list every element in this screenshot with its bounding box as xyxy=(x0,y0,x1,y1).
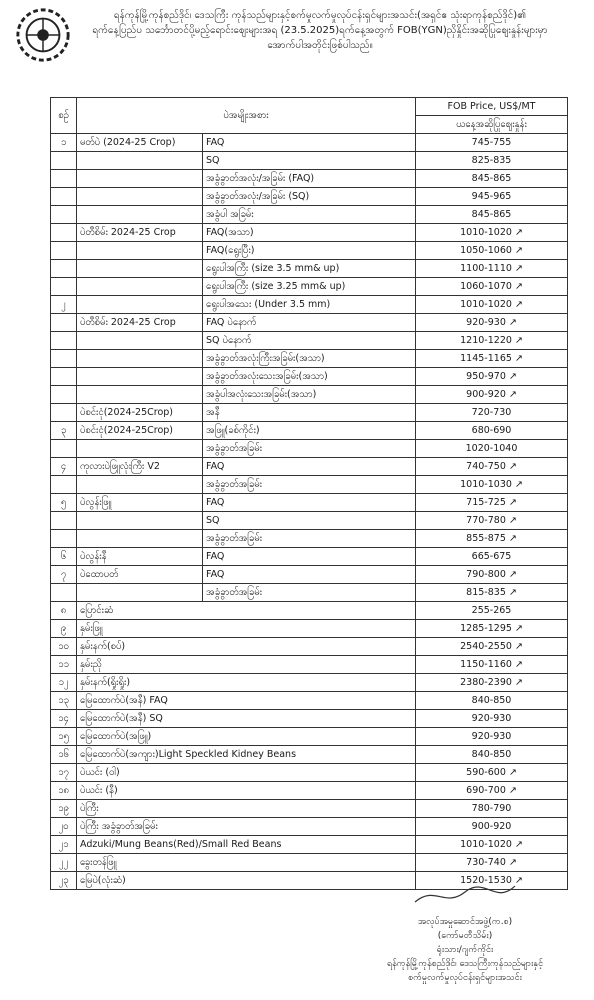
cell-grade: FAQ xyxy=(203,494,416,512)
table-row xyxy=(51,836,568,854)
table-row xyxy=(51,692,568,710)
table-row xyxy=(51,404,568,422)
cell-no: ၂၂ xyxy=(51,854,77,872)
cell-no: ၁၃ xyxy=(51,692,77,710)
cell-pulse-name xyxy=(77,152,203,170)
cell-price: 2540-2550 ↗ xyxy=(416,638,568,656)
cell-price: 720-730 xyxy=(416,404,568,422)
cell-pulse-name xyxy=(77,260,203,278)
cell-price: 255-265 xyxy=(416,602,568,620)
table-row xyxy=(51,350,568,368)
cell-price: 745-755 xyxy=(416,134,568,152)
cell-price: 1520-1530 ↗ xyxy=(416,872,568,890)
table-row xyxy=(51,314,568,332)
table-row xyxy=(51,476,568,494)
association-logo-icon xyxy=(14,6,72,64)
cell-grade: အခွံခွာတ်အခြမ်း xyxy=(203,584,416,602)
cell-pulse-name: ပဲတီစိမ်း 2024-25 Crop xyxy=(77,224,203,242)
cell-pulse-name: ကုလားပဲဖြူလုံးကြီး V2 xyxy=(77,458,203,476)
table-row xyxy=(51,170,568,188)
cell-no: ၁၈ xyxy=(51,782,77,800)
cell-price: 790-800 ↗ xyxy=(416,566,568,584)
cell-grade: FAQ xyxy=(203,134,416,152)
cell-pulse-name: ပဲလွန်းဖြူ xyxy=(77,494,203,512)
signature-block xyxy=(360,880,570,985)
table-row xyxy=(51,656,568,674)
cell-price: 945-965 xyxy=(416,188,568,206)
cell-pulse-name xyxy=(77,332,203,350)
cell-price: 2380-2390 ↗ xyxy=(416,674,568,692)
cell-pulse-name: မြေထောက်ပဲ(အကျား)Light Speckled Kidney Beans xyxy=(77,746,416,764)
cell-price: 840-850 xyxy=(416,692,568,710)
cell-pulse-name xyxy=(77,476,203,494)
cell-price: 1060-1070 ↗ xyxy=(416,278,568,296)
cell-pulse-name: နှမ်းနက်(ရှိုးရှိုး) xyxy=(77,674,416,692)
column-header-no: စဉ် xyxy=(51,98,77,134)
table-row xyxy=(51,530,568,548)
header-line-1: ရန်ကုန်မြို့ကုန်စည်ဒိုင်၊ ဒေသကြီး ကုန်သည်များနှင့်စက်မှုလက်မှုလုပ်ငန်းရှင်များအသင်း(အရှင်ဧ သုံးရာကုန်စည်ဒိုင်)၏ xyxy=(113,10,527,21)
cell-grade: အခွံပါအလုံးသေးအခြမ်း(အသာ) xyxy=(203,386,416,404)
cell-no xyxy=(51,170,77,188)
cell-no xyxy=(51,314,77,332)
table-row xyxy=(51,242,568,260)
cell-no xyxy=(51,224,77,242)
table-row xyxy=(51,638,568,656)
cell-no xyxy=(51,584,77,602)
signature-title: အလုပ်အမှုဆောင်အဖွဲ့(က.စ) xyxy=(417,917,513,927)
cell-price: 1020-1040 xyxy=(416,440,568,458)
cell-no: ၆ xyxy=(51,548,77,566)
cell-pulse-name xyxy=(77,206,203,224)
cell-no xyxy=(51,332,77,350)
table-row xyxy=(51,188,568,206)
header-line-2: ရက်နေ့ပြည်ပ သင်္ဘောတင်ပို့မည့်ရောင်းဈေးများအရ (23.5.2025)ရက်နေ့အတွက် FOB(YGN)ညှိနှိုင်းအဆိုပြုဈေးနှုန်းများမှာ xyxy=(92,25,548,36)
cell-grade: FAQ xyxy=(203,566,416,584)
cell-pulse-name: မြေထောက်ပဲ(အနီ) FAQ xyxy=(77,692,416,710)
table-row xyxy=(51,512,568,530)
cell-no xyxy=(51,242,77,260)
cell-no xyxy=(51,530,77,548)
cell-no: ၂၁ xyxy=(51,836,77,854)
cell-pulse-name: ပဲတီစိမ်း 2024-25 Crop xyxy=(77,314,203,332)
cell-no xyxy=(51,386,77,404)
cell-price: 825-835 xyxy=(416,152,568,170)
cell-pulse-name: ပဲကြီး အခွံခွာတ်အခြမ်း xyxy=(77,818,416,836)
cell-grade: အခွံခွာတ်အလုံး/အခြမ်း (SQ) xyxy=(203,188,416,206)
cell-no: ၂ xyxy=(51,296,77,314)
cell-price: 1285-1295 ↗ xyxy=(416,620,568,638)
table-row xyxy=(51,764,568,782)
cell-pulse-name: Adzuki/Mung Beans(Red)/Small Red Beans xyxy=(77,836,416,854)
cell-grade: SQ xyxy=(203,152,416,170)
table-row xyxy=(51,800,568,818)
cell-grade: FAQ(ရွေးပြီး) xyxy=(203,242,416,260)
cell-no xyxy=(51,404,77,422)
cell-price: 920-930 ↗ xyxy=(416,314,568,332)
signature-line-4: ရန်ကုန်မြို့ကုန်စည်ဒိုင်၊ ဒေသကြီးကုန်သည်များနှင့် xyxy=(386,959,544,969)
cell-no: ၁၁ xyxy=(51,656,77,674)
cell-no xyxy=(51,278,77,296)
cell-pulse-name xyxy=(77,170,203,188)
cell-pulse-name: ပဲယင်း (နီ) xyxy=(77,782,416,800)
column-header-type: ပဲအမျိုးအစား xyxy=(77,98,416,134)
cell-no: ၁၂ xyxy=(51,674,77,692)
cell-price: 740-750 ↗ xyxy=(416,458,568,476)
cell-price: 1010-1020 ↗ xyxy=(416,296,568,314)
cell-pulse-name: နှမ်းနက်(စပ်) xyxy=(77,638,416,656)
cell-pulse-name: ပဲကြီး xyxy=(77,800,416,818)
cell-pulse-name xyxy=(77,350,203,368)
cell-no: ၁၀ xyxy=(51,638,77,656)
table-row xyxy=(51,602,568,620)
price-table xyxy=(50,97,568,890)
table-row xyxy=(51,818,568,836)
table-row xyxy=(51,422,568,440)
cell-grade: အခွံပါ အခြမ်း xyxy=(203,206,416,224)
cell-grade: ရွေးပါအကြီး (size 3.5 mm& up) xyxy=(203,260,416,278)
table-row xyxy=(51,278,568,296)
signature-line-3: ရုံးသား/ဂျက်ကိုင်း xyxy=(436,945,494,955)
cell-grade: ရွေးပါအကြီး (size 3.25 mm& up) xyxy=(203,278,416,296)
table-row xyxy=(51,620,568,638)
table-row xyxy=(51,332,568,350)
cell-price: 1010-1020 ↗ xyxy=(416,224,568,242)
cell-no xyxy=(51,260,77,278)
cell-price: 1010-1030 ↗ xyxy=(416,476,568,494)
table-row xyxy=(51,224,568,242)
cell-no: ၃ xyxy=(51,422,77,440)
cell-no: ၁၇ xyxy=(51,764,77,782)
table-row xyxy=(51,152,568,170)
cell-price: 715-725 ↗ xyxy=(416,494,568,512)
cell-grade: အခွံခွာတ်အလုံးကြီးအခြမ်း(အသာ) xyxy=(203,350,416,368)
cell-no: ၇ xyxy=(51,566,77,584)
table-row xyxy=(51,746,568,764)
table-row xyxy=(51,566,568,584)
header-line-3: အောက်ပါအတိုင်းဖြစ်ပါသည်။ xyxy=(267,40,373,51)
cell-price: 1010-1020 ↗ xyxy=(416,836,568,854)
cell-pulse-name xyxy=(77,512,203,530)
cell-price: 1145-1165 ↗ xyxy=(416,350,568,368)
signature-scrawl-icon xyxy=(405,880,525,910)
cell-no: ၄ xyxy=(51,458,77,476)
cell-pulse-name xyxy=(77,296,203,314)
table-row xyxy=(51,206,568,224)
cell-grade: FAQ(အသာ) xyxy=(203,224,416,242)
table-row xyxy=(51,296,568,314)
cell-price: 845-865 xyxy=(416,170,568,188)
cell-pulse-name xyxy=(77,368,203,386)
table-row xyxy=(51,854,568,872)
table-row xyxy=(51,260,568,278)
cell-no: ၁ xyxy=(51,134,77,152)
table-row xyxy=(51,674,568,692)
cell-grade: အခွံခွာတ်အလုံးသေးအခြမ်း(အသာ) xyxy=(203,368,416,386)
cell-pulse-name: ခွေးတန်ဖြူ xyxy=(77,854,416,872)
cell-no xyxy=(51,188,77,206)
cell-grade: အခွံခွာတ်အခြမ်း xyxy=(203,530,416,548)
cell-no xyxy=(51,152,77,170)
cell-no xyxy=(51,440,77,458)
cell-pulse-name xyxy=(77,530,203,548)
cell-price: 680-690 xyxy=(416,422,568,440)
cell-no xyxy=(51,476,77,494)
cell-price: 770-780 ↗ xyxy=(416,512,568,530)
table-row xyxy=(51,458,568,476)
cell-pulse-name: ပဲယင်း (ဝါ) xyxy=(77,764,416,782)
cell-no: ၂၃ xyxy=(51,872,77,890)
cell-grade: ရွေးပါအသေး (Under 3.5 mm) xyxy=(203,296,416,314)
cell-no xyxy=(51,350,77,368)
cell-pulse-name xyxy=(77,278,203,296)
cell-pulse-name: မြေထောက်ပဲ(အနီ) SQ xyxy=(77,710,416,728)
cell-price: 840-850 xyxy=(416,746,568,764)
cell-pulse-name: ပဲစင်းငုံ(2024-25Crop) xyxy=(77,422,203,440)
cell-price: 1210-1220 ↗ xyxy=(416,332,568,350)
cell-pulse-name xyxy=(77,242,203,260)
table-row xyxy=(51,584,568,602)
table-row xyxy=(51,710,568,728)
cell-no: ၁၉ xyxy=(51,800,77,818)
table-row xyxy=(51,440,568,458)
table-row xyxy=(51,494,568,512)
cell-no: ၁၅ xyxy=(51,728,77,746)
signature-line-5: စက်မှုလက်မှုလုပ်ငန်းရှင်များအသင်း xyxy=(408,973,522,983)
cell-price: 1050-1060 ↗ xyxy=(416,242,568,260)
cell-grade: SQ ပဲနောက် xyxy=(203,332,416,350)
cell-no: ၈ xyxy=(51,602,77,620)
cell-grade: အခွံခွာတ်အလုံး/အခြမ်း (FAQ) xyxy=(203,170,416,188)
cell-grade: FAQ ပဲနောက် xyxy=(203,314,416,332)
cell-grade: FAQ xyxy=(203,458,416,476)
cell-price: 920-930 xyxy=(416,710,568,728)
table-row xyxy=(51,548,568,566)
column-header-price: FOB Price, US$/MT xyxy=(416,98,568,116)
table-row xyxy=(51,134,568,152)
cell-price: 900-920 xyxy=(416,818,568,836)
cell-price: 920-930 xyxy=(416,728,568,746)
cell-price: 1100-1110 ↗ xyxy=(416,260,568,278)
cell-no: ၁၆ xyxy=(51,746,77,764)
cell-grade: အခွံခွာတ်အခြမ်း xyxy=(203,440,416,458)
cell-pulse-name xyxy=(77,440,203,458)
cell-no: ၉ xyxy=(51,620,77,638)
cell-price: 665-675 xyxy=(416,548,568,566)
table-row xyxy=(51,386,568,404)
signature-sub: (ကော်မတီသိမ်း) xyxy=(437,931,493,941)
cell-no: ၅ xyxy=(51,494,77,512)
cell-pulse-name: ပဲလွန်းနီ xyxy=(77,548,203,566)
cell-price: 815-835 ↗ xyxy=(416,584,568,602)
cell-grade: အနီ xyxy=(203,404,416,422)
column-header-price-sub: ယနေ့အဆိုပြုဈေးနှုန်း xyxy=(416,116,568,134)
cell-pulse-name: ပဲထောပတ် xyxy=(77,566,203,584)
cell-pulse-name xyxy=(77,386,203,404)
cell-pulse-name: မြေပဲ(လုံးဆံ) xyxy=(77,872,416,890)
cell-price: 1150-1160 ↗ xyxy=(416,656,568,674)
cell-pulse-name: နှမ်းဖြူ xyxy=(77,620,416,638)
cell-grade: SQ xyxy=(203,512,416,530)
cell-price: 780-790 xyxy=(416,800,568,818)
table-row xyxy=(51,368,568,386)
cell-price: 855-875 ↗ xyxy=(416,530,568,548)
cell-price: 950-970 ↗ xyxy=(416,368,568,386)
cell-price: 845-865 xyxy=(416,206,568,224)
cell-no: ၁၄ xyxy=(51,710,77,728)
cell-no: ၂၀ xyxy=(51,818,77,836)
cell-pulse-name: မတ်ပဲ (2024-25 Crop) xyxy=(77,134,203,152)
cell-price: 590-600 ↗ xyxy=(416,764,568,782)
table-row xyxy=(51,782,568,800)
cell-no xyxy=(51,206,77,224)
cell-pulse-name: နှမ်းညို xyxy=(77,656,416,674)
cell-pulse-name: မြေထောက်ပဲ(အဖြူ) xyxy=(77,728,416,746)
cell-pulse-name xyxy=(77,188,203,206)
document-header xyxy=(70,8,570,53)
cell-price: 730-740 ↗ xyxy=(416,854,568,872)
cell-pulse-name: ပဲစင်းငုံ(2024-25Crop) xyxy=(77,404,203,422)
cell-grade: အဖြူ(ခစ်ကိုင်း) xyxy=(203,422,416,440)
table-row xyxy=(51,728,568,746)
cell-no xyxy=(51,512,77,530)
cell-price: 690-700 ↗ xyxy=(416,782,568,800)
cell-pulse-name xyxy=(77,584,203,602)
cell-grade: FAQ xyxy=(203,548,416,566)
cell-pulse-name: ပြောင်းဆံ xyxy=(77,602,416,620)
cell-grade: အခွံခွာတ်အခြမ်း xyxy=(203,476,416,494)
cell-price: 900-920 ↗ xyxy=(416,386,568,404)
cell-no xyxy=(51,368,77,386)
